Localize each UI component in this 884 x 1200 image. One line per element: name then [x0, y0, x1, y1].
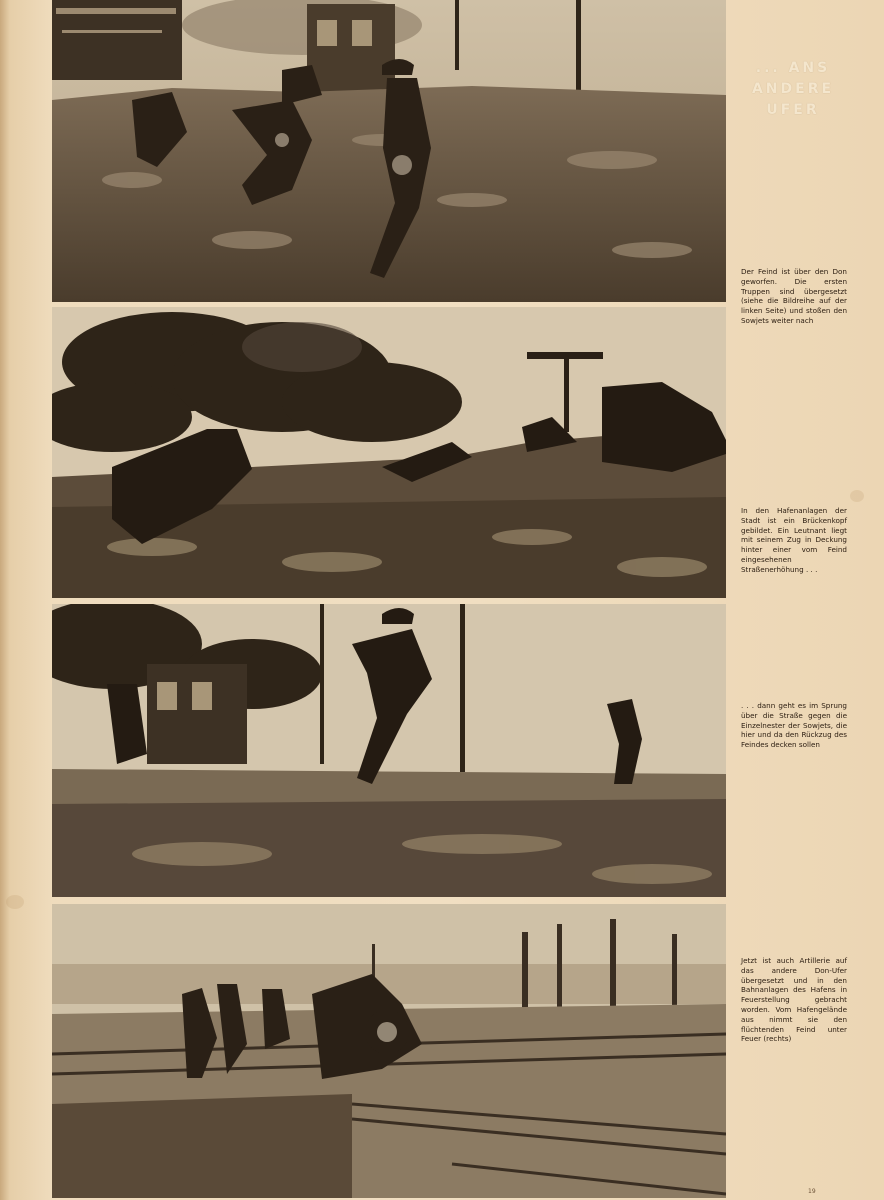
- section-heading: [738, 58, 848, 121]
- photo-infantry-advance: [52, 0, 726, 302]
- caption-photo-1: Der Feind ist über den Don geworfen. Die ersten Truppen sind übergesetzt (siehe die Bildreihe auf der linken Seite) und stoßen den Sowjets weiter nach: [741, 267, 847, 325]
- paper-stain: [850, 490, 864, 502]
- caption-photo-2: In den Hafenanlagen der Stadt ist ein Brückenkopf gebildet. Ein Leutnant liegt mit seinem Zug in Deckung hinter einer vom Feind eingesehenen Straßenerhöhung . . .: [741, 506, 847, 574]
- caption-photo-3: . . . dann geht es im Sprung über die Straße gegen die Einzelnester der Sowjets, die hier und da den Rückzug des Feindes decken sollen: [741, 701, 847, 750]
- paper-stain: [6, 895, 24, 909]
- heading-line-2: ANDERE: [751, 81, 835, 97]
- heading-line-1: ... ANS: [755, 60, 831, 76]
- page-number: 19: [808, 1188, 816, 1195]
- photo-street-sprint: [52, 604, 726, 897]
- photo-cover-smoke: [52, 307, 726, 598]
- photo-artillery-railyard: [52, 904, 726, 1198]
- caption-photo-4: Jetzt ist auch Artillerie auf das andere Don-Ufer übergesetzt und in den Bahnanlagen des Hafens in Feuerstellung gebracht worden. Vom Hafengelände aus nimmt sie den flüchtenden Feind unter Feuer (rechts): [741, 956, 847, 1044]
- page-spine: [0, 0, 10, 1200]
- heading-line-3: UFER: [766, 102, 820, 118]
